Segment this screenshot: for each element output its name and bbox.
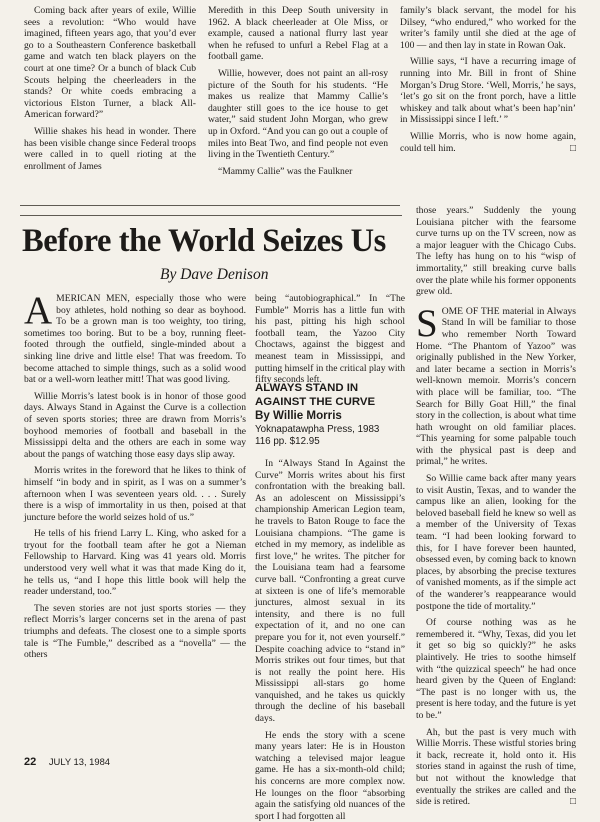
page-number: 22 [24,756,37,768]
paragraph: Willie, however, does not paint an all-rosy picture of the South for his students. “He makes us realize that Mammy Callie’s daughter still goes to the ice house to get water,” said student John Morgan, who grew up in Oxford. “And you can go out a couple of miles into Beat Two, and find people not even living in the Twentieth Century.” [208,67,388,161]
book-info-box [255,382,405,448]
top-column-2 [208,5,388,177]
drop-cap: S [416,301,438,345]
paragraph: Willie says, “I have a recurring image of running into Mr. Bill in front of Shine Morgan’s Drug Store. ‘Well, Morris,’ he says, ‘let’s go sit on the front porch, have a little whiskey and talk about what’s been hap’nin’ in Mississippi since I left.’ ” [400,56,576,126]
paragraph: Willie shakes his head in wonder. There has been visible change since Federal troops were called in to quell rioting at the enrollment of James [24,125,196,172]
paragraph: He tells of his friend Larry L. King, who asked for a tryout for the football team after he got a Nieman Fellowship to Harvard. King was 41 years old. Morris understood very well what it was that made King do it, he tells us, “and I hope this little book will help the reader understand, too.” [24,528,246,598]
lead-paragraph [24,289,246,386]
article-column-2 [255,293,405,386]
paragraph: Ah, but the past is very much with Willie Morris. These wistful stories bring it back, recreate it, hold onto it. His stories stand in against the rush of time, but not without the knowledge that eventually the strikes are called and the side is retired. □ [416,727,576,808]
paragraph: The seven stories are not just sports stories — they reflect Morris’s larger concerns set in the arena of past triumphs and defeats. The closest one to a simple sports tale is “The Fumble,” described as a “novella” — the others [24,602,246,661]
paragraph: Meredith in this Deep South university in 1962. A black cheerleader at Ole Miss, or example, caused a national flurry last year when he refused to unfurl a Rebel Flag at a football game. [208,5,388,63]
book-title: ALWAYS STAND IN AGAINST THE CURVE [255,382,376,408]
drop-cap: A [24,289,53,332]
book-publisher: Yoknapatawpha Press, 1983 [255,424,380,435]
lead-caps: OME OF THE [441,305,500,317]
section-lead-paragraph [416,301,576,468]
headline-rule [20,215,402,216]
article-headline: Before the World Seizes Us [22,223,386,259]
paragraph: Willie Morris’s latest book is in honor of those good days. Always Stand in Against the Curve is a collection of seven sports stories; three are drawn from Morris’s boyhood memories of football and baseball in the Mississippi delta and the others are each in some way about the pangs of watching those easy days slip away. [24,390,246,460]
article-column-1 [24,289,246,661]
lead-text: especially those who were boy athletes, hold nothing so dear as boyhood. To be a grown man is too weighty, too tiring, sometimes too boring. But to be a boy, running fleet-footed through the outfield, single-minded about a sinking line drive and little else! That was freedom. To become attached to simple things, such as a solid wood bat or a well-worn leather mitt! That was good living. [24,293,246,386]
paragraph: So Willie came back after many years to visit Austin, Texas, and to wander the campus like an alien, looking for the beloved baseball field he knew so well as a member of the University of Texas team. “I had been looking forward to this, for I have forever been haunted, obsessed even, by coming back to known places, by absorbing the precise textures of vanished moments, as if the simple act of the wanderer’s reappearance would postpone the tide of mortality.” [416,473,576,612]
book-details: 116 pp. $12.95 [255,436,320,447]
paragraph: Coming back after years of exile, Willie sees a revolution: “Who would have imagined, fifteen years ago, that you’d ever go to a Southeastern Conference basketball game and watch ten black players on the court at one time? Or a bunch of black Cub Scouts helping the cheerleaders in the stands? Or white coeds embracing a victorious Elston Turner, a black All-American forward?” [24,5,196,121]
article-column-2-continued [255,458,405,822]
paragraph: “Mammy Callie” was the Faulkner [218,165,353,177]
paragraph: He ends the story with a scene many years later: He is in Houston watching a televised major league game. He has a six-month-old child; his concerns are more complex now. He lounges on the floor “absorbing again the satisfying old nuances of the sport I had forgotten all [255,729,405,822]
paragraph: Morris writes in the foreword that he likes to think of himself “in body and in spirit, as I was on a summer’s afternoon when I was seventeen years old. . . . Surely there is a wisp of immortality in us then, poised at that juncture before the world seizes hold of us.” [24,465,246,523]
paragraph: being “autobiographical.” In “The Fumble” Morris has a little fun with his past, pitting his high school football team, the Yazoo City Choctaws, against the biggest and meanest team in Mississippi, and putting himself in the critical play with fifty seconds left. [255,293,405,386]
paragraph: those years.” Suddenly the young Louisiana pitcher with the fearsome curve turns up on the TV screen, now as a major leaguer with the Chicago Cubs. The lefty has hung on to his “wisp of immortality,” still breaking curve balls over the plate while his former opponents grew old. [416,205,576,298]
lead-caps: MERICAN MEN, [56,293,130,304]
paragraph: Of course nothing was as he remembered it. “Why, Texas, did you let it get so big so quickly?” he asks plaintively. He tries to soothe himself with “the quizzical speech” he had once heard given by the Queen of England: “The past is no longer with us, the present is here today, and the future is yet to be.” [416,617,576,721]
paragraph: family’s black servant, the model for his Dilsey, “who endured,” who worked for the writer’s family until she died at the age of 100 — and then lay in state in Rowan Oak. [400,5,576,51]
article-byline: By Dave Denison [160,266,269,283]
section-divider [20,205,400,206]
lead-text: material in Always Stand In will be familiar to those who remember North Toward Home. “The Phantom of Yazoo” was originally published in the New Yorker, and later became a section in Morris’s well-known memoir. Morris’s concern with place will be familiar, too. “The Search for Billy Goat Hill,” the final story in the collection, is about what time hath wrought on old familiar places. “This yearning for some palpable touch with the physical past is deep and primal,” he writes. [416,305,576,468]
page-footer [24,756,110,769]
article-column-3 [416,205,576,808]
paragraph: In “Always Stand In Against the Curve” Morris writes about his first confrontation with the breaking ball. As an adolescent on Mississippi’s championship American Legion team, he travels to Baton Rouge to face the Louisiana champions. “The game is etched in my memory, as indelible as first love,” he writes. The pitcher for the Louisiana team had a fearsome curve ball. “Confronting a great curve at sixteen is one of life’s memorable junctures, almost sexual in its intensity, and there is no full expectation of it, and no one can prepare you for it, not even yourself.” Despite coaching advice to “stand in” Morris strikes out four times, but that is not really the point here. His Mississippi all-stars go home vanquished, and he takes us quickly through the decline of his baseball days. [255,458,405,725]
book-author: By Willie Morris [255,409,342,422]
issue-date: JULY 13, 1984 [48,756,111,767]
top-column-3 [400,5,576,154]
paragraph: Willie Morris, who is now home again, could tell him. □ [400,131,576,154]
top-column-1 [24,5,196,172]
